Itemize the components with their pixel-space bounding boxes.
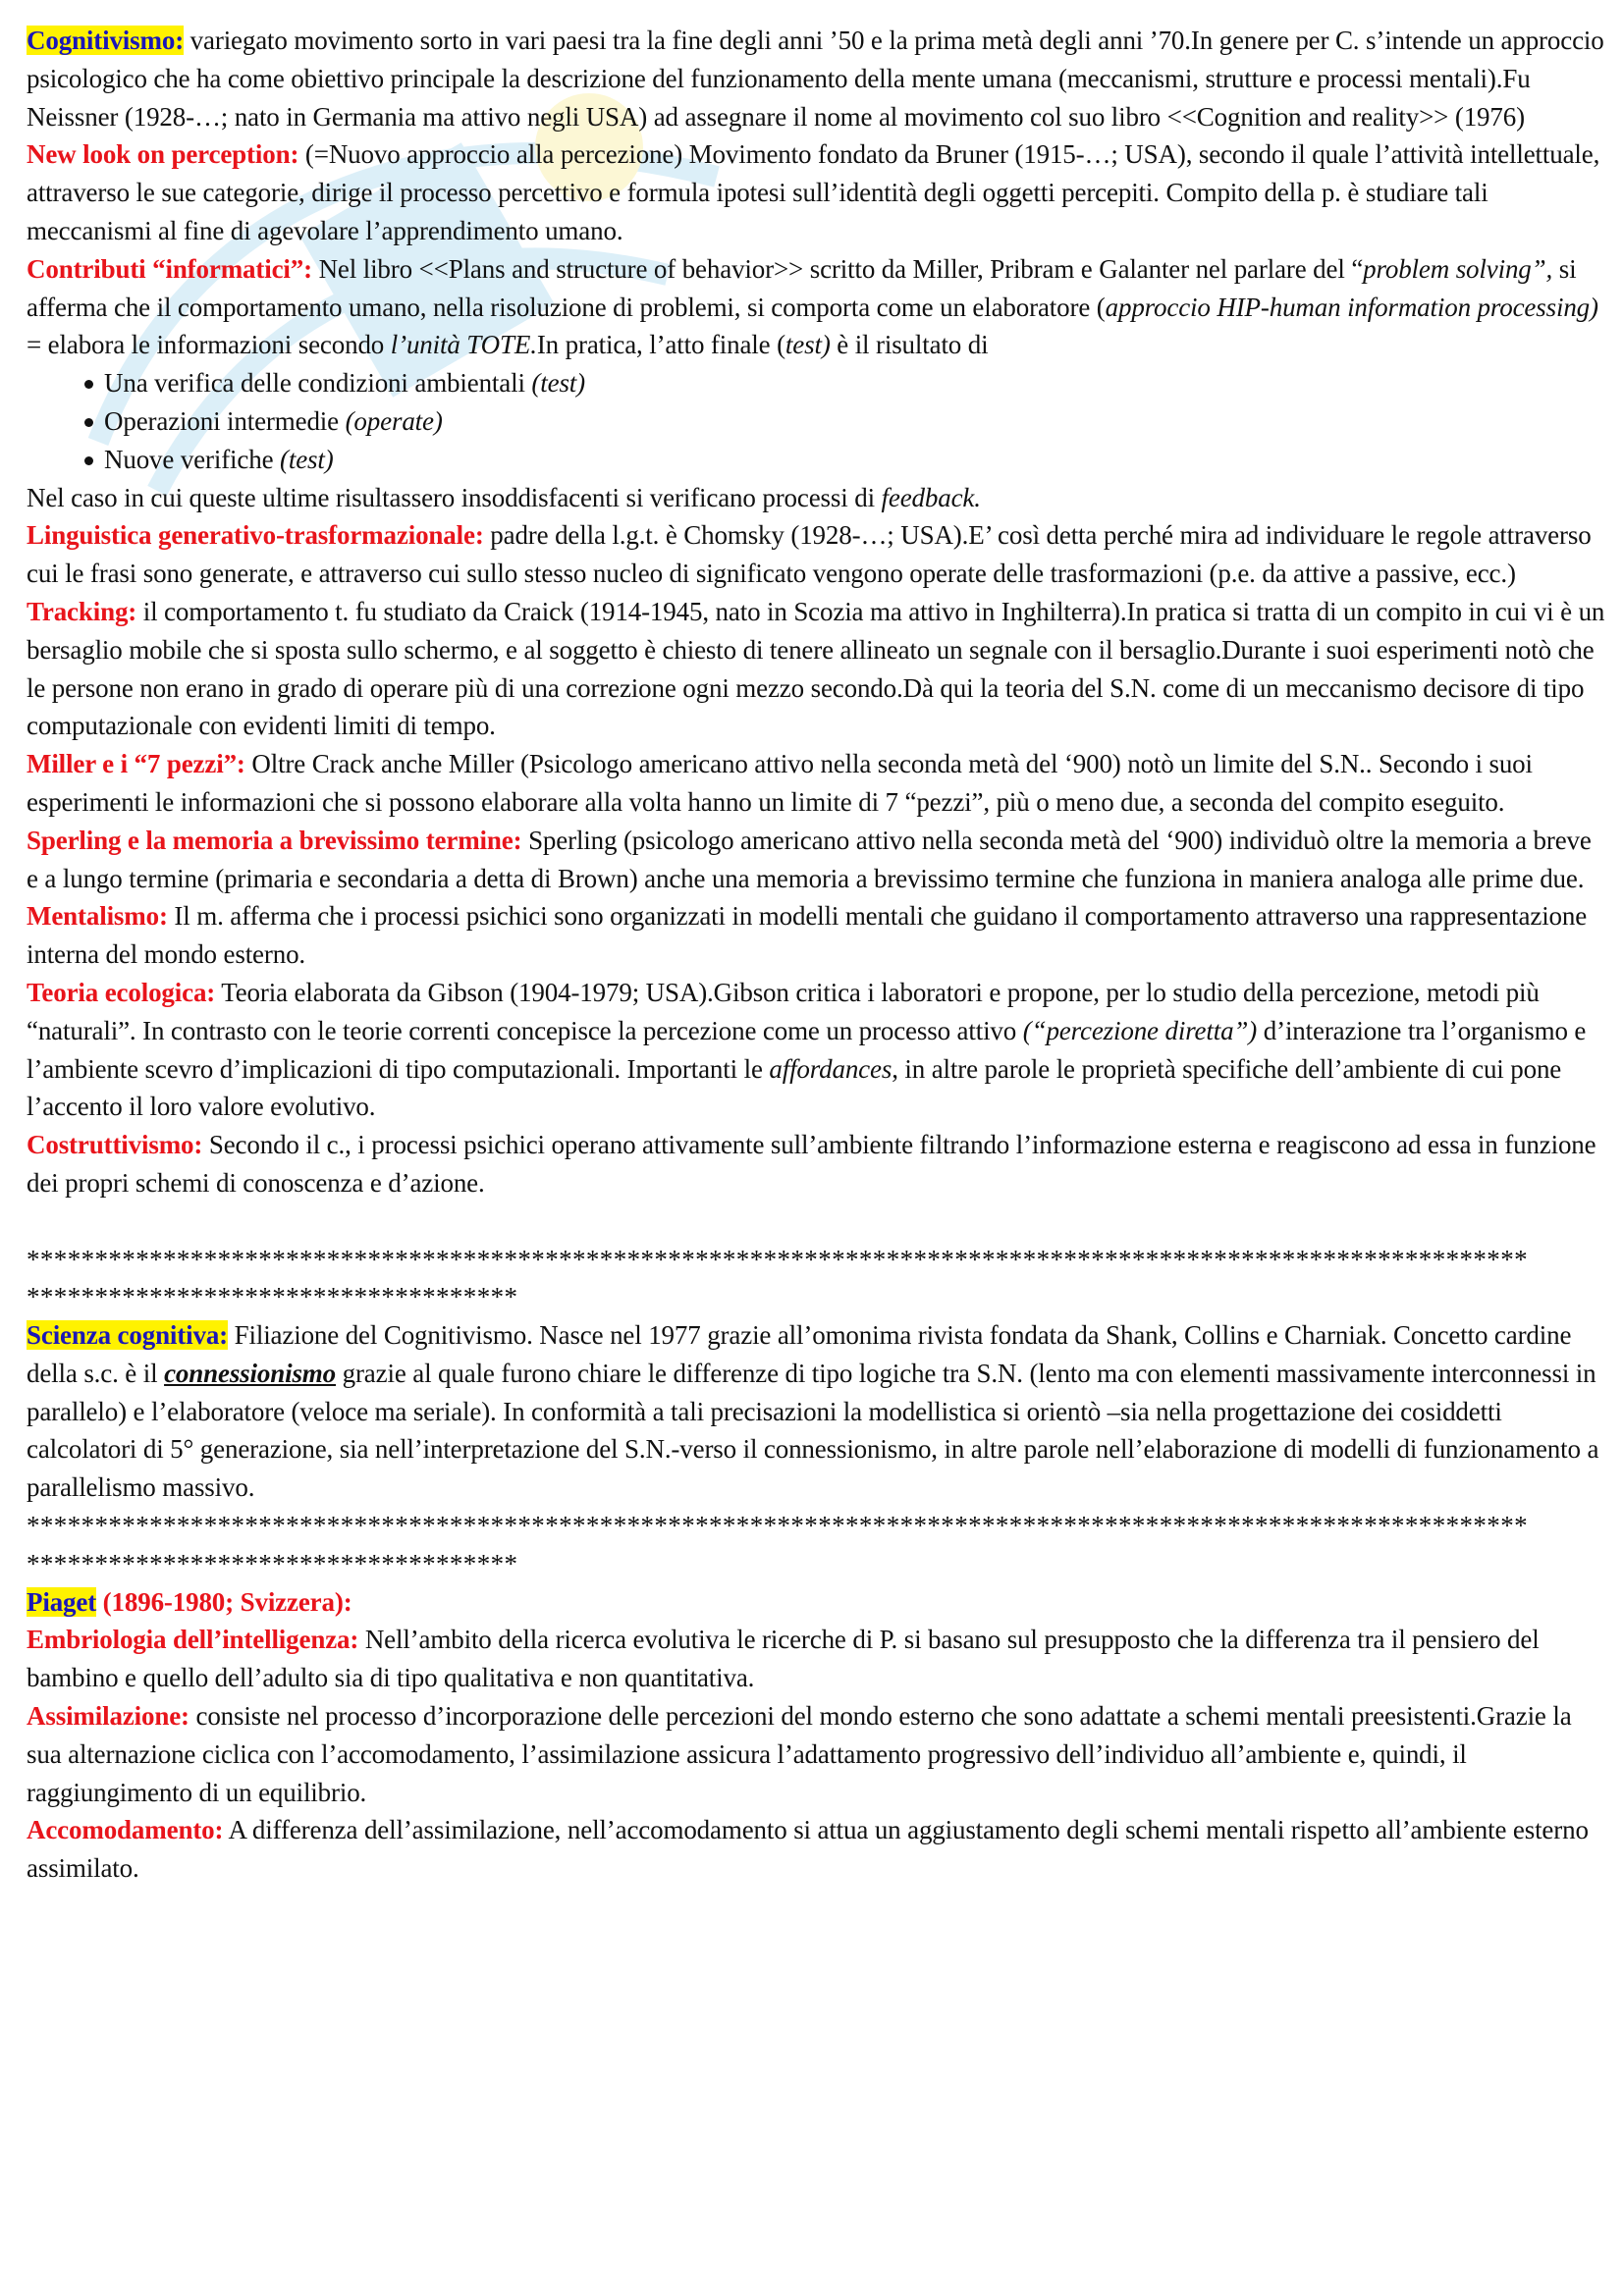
separator-short: ************************************ (27, 1282, 518, 1312)
term-mentalismo: Mentalismo: (27, 901, 168, 932)
text-ecologica-italic-2: affordances (769, 1053, 893, 1084)
text-sperling: Sperling (psicologo americano attivo nella seconda metà del ‘900) individuò oltre la memoria a breve e a lungo termine (primaria e secondaria a detta di Brown) anche una memoria a brevissimo termine che funziona in maniera analoga alle prime due. (27, 825, 1592, 893)
list-item (81, 441, 1607, 479)
bullet-icon (84, 380, 93, 389)
list-item (81, 364, 1607, 402)
text-accomodamento: A differenza dell’assimilazione, nell’accomodamento si attua un aggiustamento degli schemi mentali rispetto all’ambiente esterno assimilato. (27, 1815, 1589, 1884)
paragraph-new-look (27, 135, 1607, 249)
text-scienza-connessionismo: connessionismo (164, 1358, 337, 1388)
bullet-icon (84, 418, 93, 427)
paragraph-mentalismo (27, 897, 1607, 974)
text-contributi-3: = elabora le informazioni secondo (27, 330, 391, 360)
term-sperling: Sperling e la memoria a brevissimo termine: (27, 825, 522, 855)
text-ecologica-3: , in altre parole le proprietà specifiche dell’ambiente di cui pone l’accento il loro valore evolutivo. (27, 1053, 1562, 1122)
term-scienza: Scienza cognitiva: (27, 1320, 229, 1351)
text-contributi-italic-1: problem solving”, (1363, 253, 1553, 284)
term-cognitivismo: Cognitivismo: (27, 26, 185, 55)
text-scienza-1: Filiazione del Cognitivismo. Nasce nel 1977 grazie all’omonima rivista fondata da Shank, Collins e Charniak. Concetto cardine della s.c. è il (27, 1320, 1572, 1388)
text-contributi-5: è il risultato di (830, 330, 989, 360)
paragraph-linguistica (27, 516, 1607, 593)
text-cognitivismo: variegato movimento sorto in vari paesi tra la fine degli anni ’50 e la prima metà degli anni ’70.In genere per C. s’intende un approccio psicologico che ha come obiettivo principale la descrizione del funzionamento della mente umana (meccanismi, strutture e processi mentali).Fu Neissner (1928-…; nato in Germania ma attivo negli USA) ad assegnare il nome al movimento col suo libro <<Cognition and reality>> (1976) (27, 26, 1604, 132)
list-item (81, 402, 1607, 441)
text-linguistica: padre della l.g.t. è Chomsky (1928-…; USA).E’ così detta perché mira ad individuare le regole attraverso cui le frasi sono generate, e attraverso cui sullo stesso nucleo di significato vengono operate delle trasformazioni (p.e. da attive a passive, ecc.) (27, 520, 1592, 589)
document-page (27, 22, 1607, 1888)
text-contributi-italic-3: l’unità TOTE. (390, 330, 537, 360)
text-tracking: il comportamento t. fu studiato da Craick (1914-1945, nato in Scozia ma attivo in Inghilterra).In pratica si tratta di un compito in cui vi è un bersaglio mobile che si sposta sullo schermo, e al soggetto è chiesto di tenere allineato un segnale con il bersaglio.Durante i suoi esperimenti notò che le persone non erano in grado di operare più di una correzione ogni mezzo secondo.Dà qui la teoria del S.N. come di un meccanismo decisore di tipo computazionale con evidenti limiti di tempo. (27, 596, 1605, 741)
text-ecologica-1: Teoria elaborata da Gibson (1904-1979; USA).Gibson critica i laboratori e propone, per lo studio della percezione, metodi più “naturali”. In contrasto con le teorie correnti concepisce la percezione come un processo attivo (27, 977, 1540, 1045)
list-item-italic: (test) (531, 368, 585, 399)
paragraph-sperling (27, 822, 1607, 898)
paragraph-ecologica (27, 974, 1607, 1126)
list-item-text: Operazioni intermedie (104, 405, 346, 436)
paragraph-assimilazione (27, 1697, 1607, 1811)
bullet-icon (84, 456, 93, 465)
separator-long-2: ************************************************************************************************************** (27, 1511, 1528, 1541)
paragraph-tracking (27, 593, 1607, 745)
text-costruttivismo: Secondo il c., i processi psichici operano attivamente sull’ambiente filtrando l’informazione esterna e reagiscono ad essa in funzione dei propri schemi di conoscenza e d’azione. (27, 1130, 1596, 1198)
paragraph-embriologia (27, 1621, 1607, 1697)
text-contributi-2: si afferma che il comportamento umano, nella risoluzione di problemi, si comporta come un elaboratore ( (27, 253, 1577, 322)
paragraph-scienza (27, 1316, 1607, 1507)
term-ecologica: Teoria ecologica: (27, 977, 216, 1007)
text-ecologica-2: d’interazione tra l’organismo e l’ambiente scevro d’implicazioni di tipo computazionali. Importanti le (27, 1015, 1587, 1084)
text-contributi-italic-4: test) (784, 330, 831, 360)
list-item-italic: (operate) (345, 405, 443, 436)
paragraph-costruttivismo (27, 1126, 1607, 1202)
heading-piaget (27, 1583, 1607, 1622)
text-assimilazione: consiste nel processo d’incorporazione delle percezioni del mondo esterno che sono adattate a schemi mentali preesistenti.Grazie la sua alternazione ciclica con l’accomodamento, l’assimilazione assicura l’adattamento progressivo dell’individuo all’ambiente e, quindi, il raggiungimento di un equilibrio. (27, 1701, 1572, 1807)
term-new-look: New look on perception: (27, 139, 299, 170)
text-mentalismo: Il m. afferma che i processi psichici sono organizzati in modelli mentali che guidano il comportamento attraverso una rappresentazione interna del mondo esterno. (27, 901, 1588, 970)
text-feedback: Nel caso in cui queste ultime risultassero insoddisfacenti si verificano processi di (27, 482, 882, 512)
term-linguistica: Linguistica generativo-trasformazionale: (27, 520, 484, 551)
text-contributi-4: In pratica, l’atto finale ( (536, 330, 785, 360)
term-tracking: Tracking: (27, 596, 137, 626)
term-accomodamento: Accomodamento: (27, 1815, 224, 1845)
term-miller: Miller e i “7 pezzi”: (27, 749, 245, 779)
text-feedback-italic: feedback. (881, 482, 981, 512)
text-contributi-1: Nel libro <<Plans and structure of behavior>> scritto da Miller, Pribram e Galanter nel parlare del “ (311, 253, 1364, 284)
spacer (27, 1202, 1607, 1241)
list-item-text: Una verifica delle condizioni ambientali (104, 368, 532, 399)
text-ecologica-italic-1: (“percezione diretta”) (1022, 1015, 1258, 1045)
paragraph-cognitivismo (27, 22, 1607, 135)
text-contributi-italic-2: approccio HIP-human information processing) (1105, 292, 1598, 322)
paragraph-contributi (27, 250, 1607, 364)
paragraph-accomodamento (27, 1811, 1607, 1888)
text-new-look: (=Nuovo approccio alla percezione) Movimento fondato da Bruner (1915-…; USA), secondo il quale l’attività intellettuale, attraverso le sue categorie, dirige il processo percettivo e formula ipotesi sull’identità degli oggetti percepiti. Compito della p. è studiare tali meccanismi al fine di agevolare l’apprendimento umano. (27, 139, 1600, 245)
text-piaget-dates: (1896-1980; Svizzera): (96, 1586, 352, 1617)
list-item-text: Nuove verifiche (104, 444, 281, 474)
paragraph-feedback (27, 479, 1607, 517)
term-costruttivismo: Costruttivismo: (27, 1130, 203, 1160)
separator-short-2: ************************************ (27, 1548, 518, 1578)
term-contributi: Contributi “informatici”: (27, 253, 312, 284)
text-scienza-2: grazie al quale furono chiare le differenze di tipo logiche tra S.N. (lento ma con elementi massivamente interconnessi in parallelo) e l’elaboratore (veloce ma seriale). In conformità a tali precisazioni la modellistica si orientò –sia nella progettazione dei cosiddetti calcolatori di 5° generazione, sia nell’interpretazione del S.N.-verso il connessionismo, in altre parole nell’elaborazione di modelli di funzionamento a parallelismo massivo. (27, 1358, 1599, 1503)
separator-long: ************************************************************************************************************** (27, 1244, 1528, 1274)
text-miller: Oltre Crack anche Miller (Psicologo americano attivo nella seconda metà del ‘900) notò un limite del S.N.. Secondo i suoi esperimenti le informazioni che si possono elaborare alla volta hanno un limite di 7 “pezzi”, più o meno due, a seconda del compito eseguito. (27, 749, 1533, 817)
paragraph-miller (27, 745, 1607, 822)
list-item-italic: (test) (280, 444, 334, 474)
term-piaget: Piaget (27, 1586, 97, 1617)
text-embriologia: Nell’ambito della ricerca evolutiva le ricerche di P. si basano sul presupposto che la differenza tra il pensiero del bambino e quello dell’adulto sia di tipo qualitativa e non quantitativa. (27, 1625, 1540, 1693)
term-embriologia: Embriologia dell’intelligenza: (27, 1625, 359, 1655)
tote-list (27, 364, 1607, 478)
term-assimilazione: Assimilazione: (27, 1701, 189, 1732)
